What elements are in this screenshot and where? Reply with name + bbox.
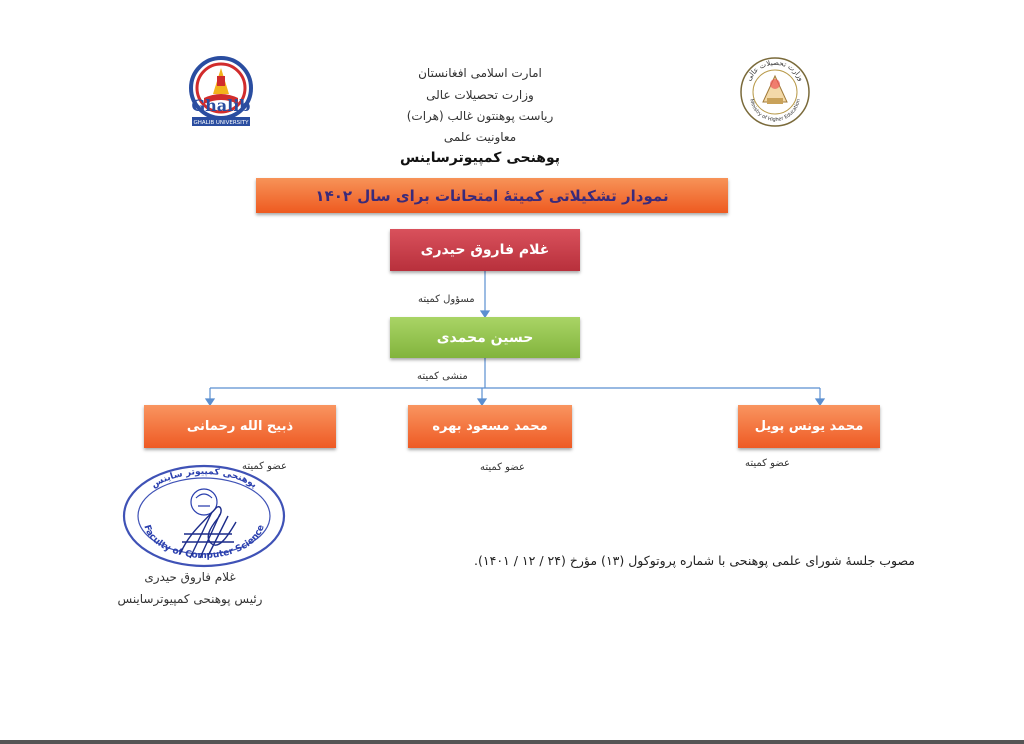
org-node-head: غلام فاروق حیدری (390, 229, 580, 271)
role-label-secretary: منشی کمیته (417, 371, 468, 382)
header-line-university: ریاست پوهنتون غالب (هرات) (406, 109, 554, 123)
header-line-ministry: وزارت تحصیلات عالی (426, 88, 534, 102)
header-line-deputy: معاونیت علمی (443, 130, 517, 144)
org-node-member-right: محمد یونس پویل (738, 405, 880, 448)
role-label-member-right: عضو کمیته (745, 458, 790, 469)
seal-arc-text: وزارت تحصیلات عالی (744, 58, 806, 83)
approval-statement: مصوب جلسهٔ شورای علمی پوهنحی با شماره پروتوکول (۱۳) مؤرخ (۲۴ / ۱۲ / ۱۴۰۱). (474, 553, 915, 568)
signatory-title: رئیس پوهنحی کمپیوترساینس (117, 592, 263, 606)
stamp-arc-text: پوهنحی کمپیوتر ساینس (149, 466, 259, 491)
logo-caption: GHALIB UNIVERSITY (193, 120, 249, 126)
faculty-of-computer-science-stamp (120, 462, 288, 570)
header-faculty-title: پوهنحی کمپیوترساینس (399, 150, 561, 166)
logo-wordmark: Ghalib (191, 96, 251, 115)
org-node-member-center: محمد مسعود بهره (408, 405, 572, 448)
chart-title-banner: نمودار تشکیلاتی کمیتهٔ امتحانات برای سال ۱۴۰۲ (256, 178, 728, 213)
svg-text:پوهنحی کمپیوتر ساینس (150, 467, 259, 490)
page-bottom-edge (0, 740, 1024, 744)
header-line-emirate: امارت اسلامی افغانستان (418, 66, 542, 80)
signatory-name: غلام فاروق حیدری (144, 570, 236, 584)
org-node-member-left: ذبیح الله رحمانی (144, 405, 336, 448)
role-label-member-left: عضو کمیته (242, 461, 287, 472)
role-label-head: مسؤول کمیته (418, 294, 475, 305)
seal-caption: Ministry of Higher Education (748, 98, 802, 124)
org-node-secretary: حسین محمدی (390, 317, 580, 358)
stamp-caption: Faculty of Computer Science (141, 523, 267, 562)
role-label-member-center: عضو کمیته (480, 462, 525, 473)
